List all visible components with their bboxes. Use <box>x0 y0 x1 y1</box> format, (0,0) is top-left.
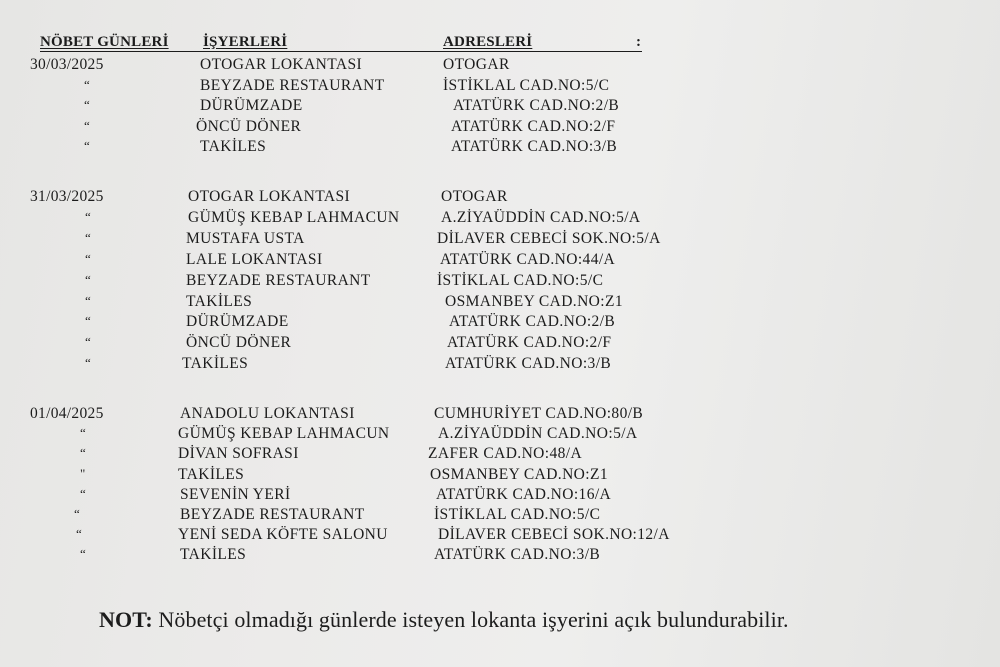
ditto-mark: " <box>80 465 86 481</box>
table-row <box>0 445 1000 465</box>
business-name: BEYZADE RESTAURANT <box>200 76 385 94</box>
business-address: DİLAVER CEBECİ SOK.NO:12/A <box>438 526 670 544</box>
business-address: ATATÜRK CAD.NO:3/B <box>445 355 612 373</box>
table-row <box>0 97 1000 117</box>
ditto-mark: “ <box>85 334 91 350</box>
ditto-mark: “ <box>85 313 91 329</box>
business-address: ATATÜRK CAD.NO:3/B <box>434 546 601 564</box>
table-row <box>0 188 1000 208</box>
table-row <box>0 293 1000 313</box>
business-name: ÖNCÜ DÖNER <box>196 117 302 135</box>
ditto-mark: “ <box>80 485 86 501</box>
business-address: OTOGAR <box>441 188 508 205</box>
business-address: CUMHURİYET CAD.NO:80/B <box>434 405 644 422</box>
table-row <box>0 526 1000 546</box>
business-address: İSTİKLAL CAD.NO:5/C <box>443 76 610 94</box>
ditto-mark: “ <box>85 208 91 224</box>
business-name: OTOGAR LOKANTASI <box>200 56 363 73</box>
business-name: TAKİLES <box>180 546 247 564</box>
table-row <box>0 230 1000 250</box>
duty-date: 01/04/2025 <box>30 405 104 422</box>
business-name: TAKİLES <box>178 465 245 483</box>
business-name: DÜRÜMZADE <box>186 313 289 331</box>
business-address: A.ZİYAÜDDİN CAD.NO:5/A <box>441 208 641 226</box>
business-address: OSMANBEY CAD.NO:Z1 <box>430 465 608 483</box>
ditto-mark: “ <box>84 97 90 112</box>
header-addresses: ADRESLERİ <box>443 34 533 50</box>
business-address: OSMANBEY CAD.NO:Z1 <box>445 292 623 310</box>
business-name: MUSTAFA USTA <box>186 229 305 247</box>
note-text: Nöbetçi olmadığı günlerde isteyen lokanta işyerini açık bulundurabilir. <box>152 607 789 632</box>
business-name: BEYZADE RESTAURANT <box>180 506 365 523</box>
ditto-mark: “ <box>74 506 80 521</box>
business-name: DİVAN SOFRASI <box>178 445 299 463</box>
table-row <box>0 405 1000 425</box>
table-row <box>0 272 1000 292</box>
business-address: ATATÜRK CAD.NO:2/F <box>451 117 616 135</box>
ditto-mark: “ <box>85 355 91 371</box>
ditto-mark: “ <box>85 229 91 245</box>
business-address: A.ZİYAÜDDİN CAD.NO:5/A <box>438 425 638 443</box>
table-row <box>0 506 1000 526</box>
table-row <box>0 118 1000 138</box>
business-address: İSTİKLAL CAD.NO:5/C <box>437 271 604 289</box>
business-name: LALE LOKANTASI <box>186 250 323 268</box>
table-row <box>0 77 1000 97</box>
business-address: ATATÜRK CAD.NO:2/B <box>449 313 616 331</box>
header-dates: NÖBET GÜNLERİ <box>40 34 169 50</box>
ditto-mark: “ <box>80 425 86 441</box>
ditto-mark: “ <box>84 138 90 153</box>
business-name: TAKİLES <box>182 355 249 373</box>
table-row <box>0 355 1000 375</box>
business-name: SEVENİN YERİ <box>180 485 291 503</box>
ditto-mark: “ <box>84 117 90 133</box>
table-row <box>0 251 1000 271</box>
business-name: YENİ SEDA KÖFTE SALONU <box>178 526 388 544</box>
business-address: OTOGAR <box>443 56 510 73</box>
header-colon: : <box>636 34 642 50</box>
business-address: ATATÜRK CAD.NO:44/A <box>440 250 616 268</box>
ditto-mark: “ <box>85 292 91 308</box>
table-row <box>0 138 1000 158</box>
table-row <box>0 486 1000 506</box>
table-row <box>0 546 1000 566</box>
business-name: TAKİLES <box>200 138 267 155</box>
business-name: ÖNCÜ DÖNER <box>186 334 292 352</box>
business-name: GÜMÜŞ KEBAP LAHMACUN <box>178 425 390 443</box>
business-address: ATATÜRK CAD.NO:16/A <box>436 485 612 503</box>
business-name: GÜMÜŞ KEBAP LAHMACUN <box>188 208 400 226</box>
header-businesses: İŞYERLERİ <box>203 34 288 50</box>
ditto-mark: “ <box>84 76 90 92</box>
business-name: DÜRÜMZADE <box>200 97 303 114</box>
ditto-mark: “ <box>80 445 86 461</box>
ditto-mark: “ <box>76 526 82 542</box>
business-address: ATATÜRK CAD.NO:3/B <box>451 138 618 155</box>
ditto-mark: “ <box>85 250 91 266</box>
ditto-mark: “ <box>85 271 91 287</box>
note-label: NOT: <box>99 607 153 632</box>
table-row <box>0 425 1000 445</box>
business-address: DİLAVER CEBECİ SOK.NO:5/A <box>437 229 661 247</box>
business-name: ANADOLU LOKANTASI <box>180 405 355 422</box>
table-row <box>0 334 1000 354</box>
table-row <box>0 209 1000 229</box>
duty-date: 30/03/2025 <box>30 56 104 73</box>
business-name: BEYZADE RESTAURANT <box>186 271 371 289</box>
business-address: ATATÜRK CAD.NO:2/F <box>447 334 612 352</box>
business-address: ZAFER CAD.NO:48/A <box>428 445 583 463</box>
header-underline <box>40 51 642 52</box>
ditto-mark: “ <box>80 546 86 562</box>
table-row <box>0 313 1000 333</box>
business-address: İSTİKLAL CAD.NO:5/C <box>434 506 601 523</box>
business-name: OTOGAR LOKANTASI <box>188 188 351 205</box>
table-row <box>0 56 1000 76</box>
table-row <box>0 466 1000 486</box>
business-name: TAKİLES <box>186 292 253 310</box>
business-address: ATATÜRK CAD.NO:2/B <box>453 97 620 114</box>
duty-date: 31/03/2025 <box>30 188 104 205</box>
footer-note <box>99 607 789 633</box>
